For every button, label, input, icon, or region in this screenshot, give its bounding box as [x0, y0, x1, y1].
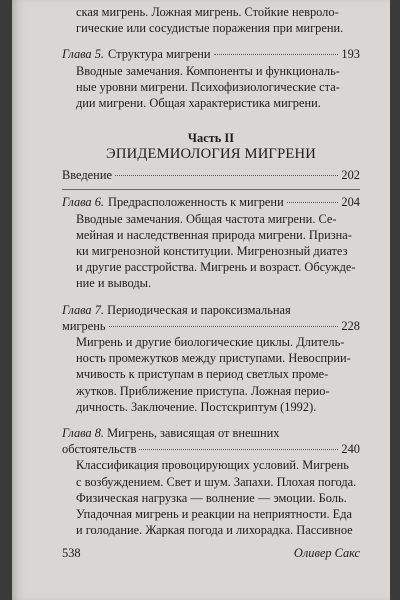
chapter-4-description [62, 4, 360, 36]
desc-line: мейная и наследственная природа мигрени. Призна- [76, 227, 352, 242]
running-author: Оливер Сакс [293, 546, 360, 560]
chapter-title: Предрасположенность к мигрени [108, 195, 284, 210]
chapter-title-line-2: обстоятельств [62, 442, 137, 457]
desc-line: ные уровни мигрени. Психофизиологические ста- [76, 79, 340, 94]
page-number: 538 [62, 546, 81, 560]
desc-line: ки мигренозной конституции. Мигренозный диатез [76, 244, 348, 259]
chapter-6-description [62, 211, 360, 292]
toc-entry-chapter-7 [62, 302, 360, 334]
desc-line: дичность. Заключение. Постскриптум (1992). [76, 399, 317, 414]
leader-dots [214, 54, 339, 55]
desc-line: дии мигрени. Общая характеристика мигрени. [76, 96, 321, 111]
chapter-8-description [62, 457, 360, 538]
desc-line: и другие расстройства. Мигрень и возраст. Обсужде- [76, 260, 356, 275]
chapter-5-description [62, 63, 360, 112]
desc-line: жутков. Приближение приступа. Ложная перио- [76, 383, 330, 398]
page-ref: 202 [341, 168, 360, 183]
desc-line: мчивость к приступам в период светлых проме- [76, 367, 329, 382]
toc-entry-chapter-8 [62, 425, 360, 457]
page-ref: 228 [341, 318, 360, 333]
desc-line: Мигрень и другие биологические циклы. Длитель- [76, 335, 345, 350]
page-footer [62, 546, 360, 561]
desc-line: с возбуждением. Свет и шум. Запахи. Плохая погода. [76, 474, 357, 489]
chapter-7-description [62, 334, 360, 415]
leader-dots [109, 326, 339, 327]
page-ref: 204 [341, 195, 360, 210]
toc-entry-introduction [62, 167, 360, 183]
chapter-number: Глава 6. [62, 195, 105, 210]
chapter-title: Структура мигрени [108, 47, 211, 62]
desc-line: Упадочная мигрень и реакции на неприятности. Еда [76, 507, 353, 522]
page-ref: 240 [341, 442, 360, 457]
desc-line: и голодание. Жаркая погода и лихорадка. Пассивное [76, 523, 353, 538]
leader-dots [115, 175, 338, 176]
chapter-number: Глава 8. [62, 426, 105, 441]
toc-entry-chapter-5 [62, 46, 360, 62]
part-title: ЭПИДЕМИОЛОГИЯ МИГРЕНИ [106, 146, 316, 163]
divider [62, 189, 360, 190]
desc-line: Вводные замечания. Общая частота мигрени. Се- [76, 211, 337, 226]
chapter-number: Глава 7. [62, 302, 105, 317]
desc-line: ская мигрень. Ложная мигрень. Стойкие невроло- [76, 5, 339, 19]
book-page [12, 0, 390, 600]
desc-line: Вводные замечания. Компоненты и функциональ- [76, 63, 340, 78]
page-ref: 193 [341, 47, 360, 62]
chapter-title-line-1: Мигрень, зависящая от внешних [107, 426, 280, 441]
chapter-title-line-1: Периодическая и пароксизмальная [107, 302, 291, 317]
entry-title: Введение [62, 168, 112, 183]
desc-line: ние и выводы. [76, 276, 152, 291]
leader-dots [287, 202, 339, 203]
toc-entry-chapter-6 [62, 194, 360, 210]
chapter-number: Глава 5. [62, 47, 105, 62]
desc-line: ность промежутков между приступами. Невосприи- [76, 351, 351, 366]
toc-content [62, 4, 360, 538]
desc-line: Классификация провоцирующих условий. Мигрень [76, 458, 349, 473]
desc-line: Физическая нагрузка — волнение — эмоции. Боль. [76, 490, 347, 505]
leader-dots [139, 449, 338, 450]
part-number: Часть II [187, 131, 235, 146]
chapter-title-line-2: мигрень [62, 318, 106, 333]
desc-line: гические или сосудистые поражения при мигрени. [76, 21, 344, 36]
